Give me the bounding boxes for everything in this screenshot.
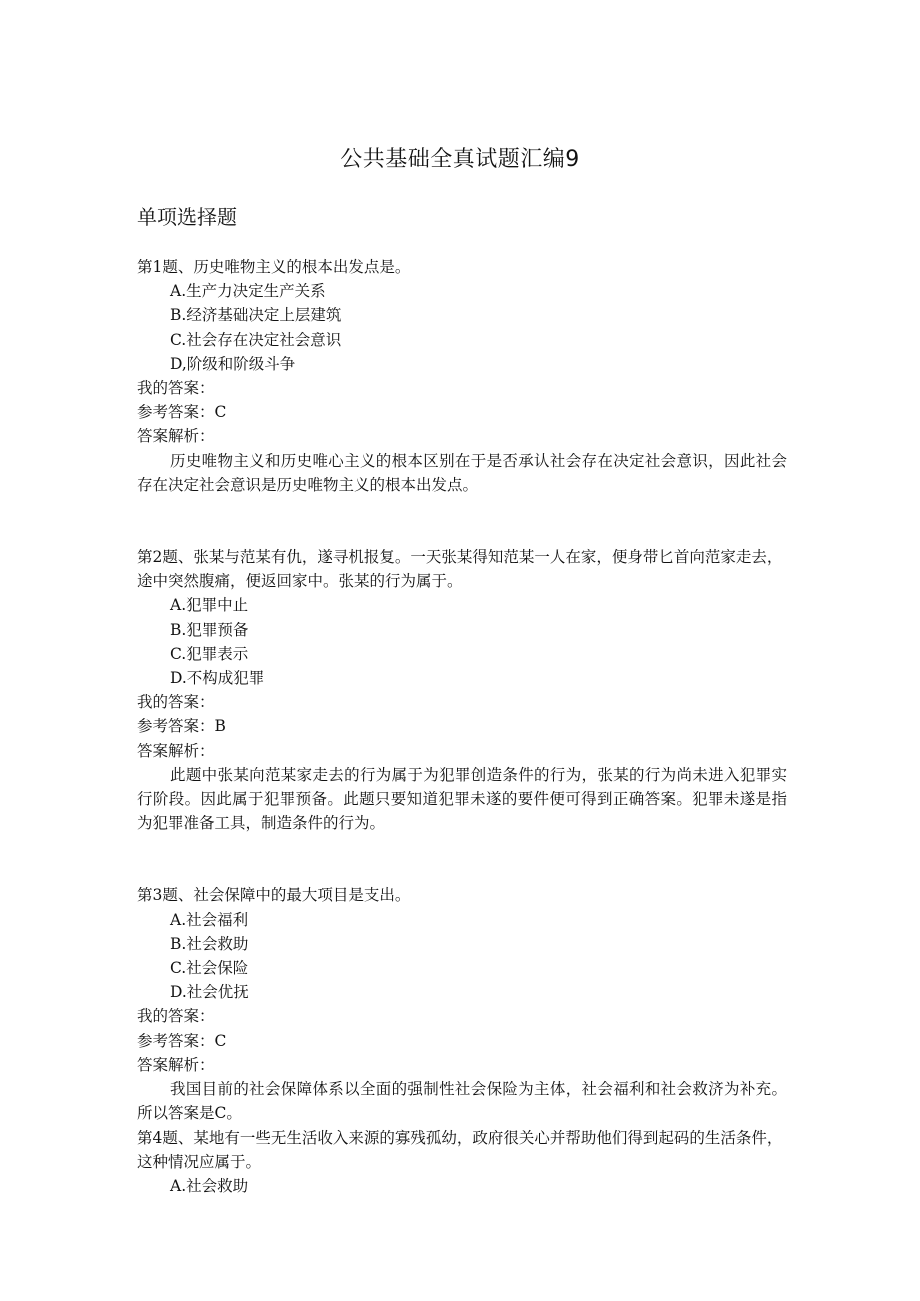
reference-answer: 参考答案：C (137, 403, 227, 422)
page-title: 公共基础全真试题汇编9 (340, 147, 580, 172)
question-stem: 第1题、历史唯物主义的根本出发点是。 (137, 258, 411, 276)
reference-answer: 参考答案：C (137, 1031, 227, 1050)
spacer (137, 497, 787, 545)
my-answer-label: 我的答案： (137, 379, 215, 398)
option-c[interactable]: C.社会存在决定社会意识 (170, 330, 342, 349)
question-1 (137, 255, 787, 497)
option-list (137, 908, 787, 1005)
analysis-label: 答案解析： (137, 427, 215, 446)
option-d[interactable]: D,阶级和阶级斗争 (170, 354, 296, 373)
spacer (137, 835, 787, 883)
option-c[interactable]: C.犯罪表示 (170, 644, 249, 663)
option-d[interactable]: D.不构成犯罪 (170, 669, 265, 688)
option-b[interactable]: B.社会救助 (170, 934, 249, 953)
option-a[interactable]: A.生产力决定生产关系 (170, 282, 326, 301)
option-a[interactable]: A.社会救助 (170, 1176, 249, 1195)
option-a[interactable]: A.犯罪中止 (170, 596, 249, 615)
analysis-label: 答案解析： (137, 1055, 215, 1074)
my-answer-label: 我的答案： (137, 1007, 215, 1026)
analysis-text: 我国目前的社会保障体系以全面的强制性社会保险为主体，社会福利和社会救济为补充。所以答案是C。 (137, 1080, 787, 1123)
analysis-text: 此题中张某向范某家走去的行为属于为犯罪创造条件的行为，张某的行为尚未进入犯罪实行阶段。因此属于犯罪预备。此题只要知道犯罪未遂的要件便可得到正确答案。犯罪未遂是指为犯罪准备工具，制造条件的行为。 (137, 765, 787, 833)
option-c[interactable]: C.社会保险 (170, 959, 249, 978)
question-stem: 第2题、张某与范某有仇，遂寻机报复。一天张某得知范某一人在家，便身带匕首向范家走去，途中突然腹痛，便返回家中。张某的行为属于。 (137, 548, 783, 591)
option-b[interactable]: B.犯罪预备 (170, 620, 249, 639)
section-heading: 单项选择题 (137, 205, 237, 229)
option-list (137, 1174, 787, 1198)
question-2 (137, 545, 787, 835)
option-b[interactable]: B.经济基础决定上层建筑 (170, 306, 342, 325)
option-a[interactable]: A.社会福利 (170, 910, 249, 929)
question-stem: 第3题、社会保障中的最大项目是支出。 (137, 886, 411, 905)
option-list (137, 279, 787, 376)
analysis-text: 历史唯物主义和历史唯心主义的根本区别在于是否承认社会存在决定社会意识，因此社会存在决定社会意识是历史唯物主义的根本出发点。 (137, 451, 787, 494)
question-3 (137, 883, 787, 1125)
question-stem: 第4题、某地有一些无生活收入来源的寡残孤幼，政府很关心并帮助他们得到起码的生活条件，这种情况应属于。 (137, 1128, 783, 1171)
analysis-label: 答案解析： (137, 741, 215, 760)
option-list (137, 593, 787, 690)
reference-answer: 参考答案：B (137, 717, 226, 736)
question-list (137, 255, 787, 1198)
my-answer-label: 我的答案： (137, 693, 215, 712)
option-d[interactable]: D.社会优抚 (170, 983, 249, 1002)
question-4 (137, 1126, 787, 1199)
